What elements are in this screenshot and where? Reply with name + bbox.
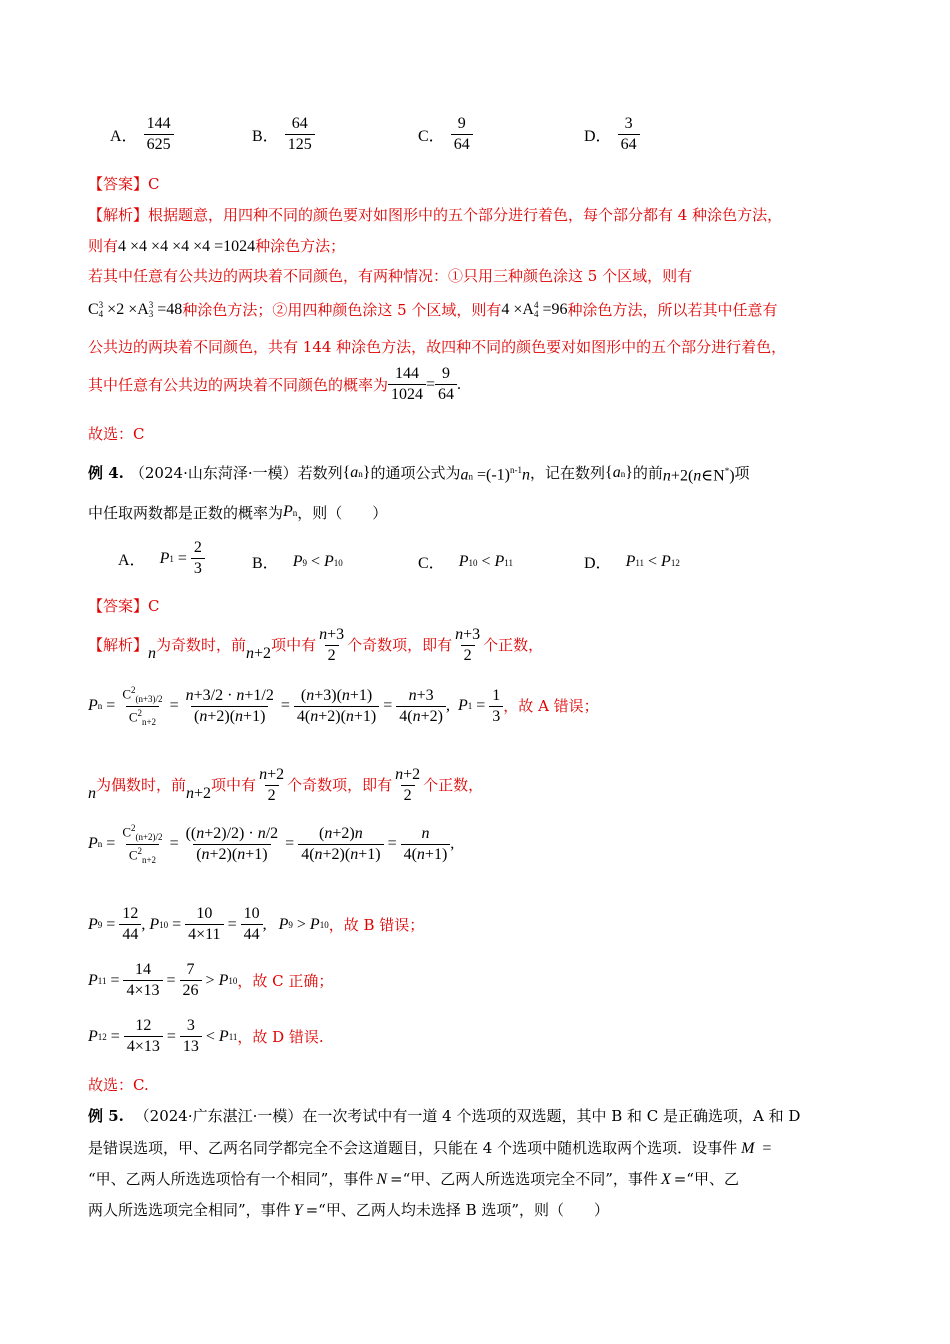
ex4-option-a: A． P 1 = $\frac{2}{3}$ <box>118 540 205 577</box>
ex5-line2: 是错误选项，甲、乙两名同学都完全不会这道题目，只能在 4 个选项中随机选取两个选项．设事件 M = <box>88 1139 772 1157</box>
q3-analysis-line3: 若其中任意有公共边的两块着不同颜色，有两种情况：①只用三种颜色涂这 5 个区域，则有 <box>88 267 693 285</box>
q3-answer: 【答案】C <box>88 175 160 193</box>
ex4-line1: 例 4. （2024·山东菏泽·一模）若数列 {an} 的通项公式为 an $=(-1)^{n-1}n$ ，记在数列 {an} 的前 n+2(n∈N*) 项 <box>88 460 750 486</box>
option-letter: A． <box>118 552 146 569</box>
option-letter: C． <box>418 128 445 145</box>
math-formula: P n = $\frac{C^2_{(n+2)/2}}{C^2_{n+2}}$ = $\frac{((n+2)/2) \cdot n/2}{(n+2)(n+1)}$ = $\frac{(n+2)n}{4(n+2)(n+1)}$ = $\frac{n}{4(n+1)}$ , <box>88 823 455 865</box>
option-letter: B． <box>252 555 279 572</box>
ex4-option-d: D． P11 < P12 <box>584 550 680 573</box>
analysis-tag: 【解析】 <box>88 206 149 224</box>
option-letter: A． <box>110 128 138 145</box>
ex5-line1: 例 5. （2024·广东湛江·一模）在一次考试中有一道 4 个选项的双选题，其中 B 和 C 是正确选项，A 和 D <box>88 1107 801 1125</box>
q3-option-d <box>584 116 640 153</box>
ex4-conclusion: 故选：C. <box>88 1076 149 1094</box>
option-letter: B． <box>252 128 279 145</box>
q3-analysis-line6: 其中任意有公共边的两块着不同颜色的概率为 $\frac{144}{1024}$ = $\frac{9}{64}$ . <box>88 365 462 403</box>
math-formula: P 11 = $\frac{14}{4\times 13}$ = $\frac{7}{26}$ > P 10 <box>88 961 238 999</box>
ex5-line4: 两人所选选项完全相同”，事件 Y =“甲、乙两人均未选择 B 选项”，则（ ） <box>88 1201 610 1219</box>
math-formula: P n = $\frac{C^2_{(n+3)/2}}{C^2_{n+2}}$ = $\frac{n+3/2 \cdot n+1/2}{(n+2)(n+1)}$ = $\frac{(n+3)(n+1)}{4(n+2)(n+1)}$ = $\frac{n+3}{4(n+2)}$ , P 1 = $\frac{1}{3}$ <box>88 686 503 727</box>
analysis-tag: 【解析】 <box>88 636 149 654</box>
ex4-solution-line1: 【解析】 n 为奇数时，前 n+2 项中有 $\frac{n+3}{2}$ 个奇数项，即有 $\frac{n+3}{2}$ 个正数， <box>88 625 544 664</box>
q3-option-b <box>252 116 315 153</box>
ex4-option-b: B． P9 < P10 <box>252 550 343 573</box>
math-sequence: {an} <box>342 463 371 481</box>
math-sequence: {an} <box>605 463 633 481</box>
q3-analysis-line2: 则有4 ×4 ×4 ×4 ×4 =1024种涂色方法； <box>88 237 346 255</box>
option-letter: D． <box>584 128 612 145</box>
math-symbol: Pn <box>283 503 298 520</box>
q3-option-c <box>418 116 473 153</box>
example-label: 例 5. <box>88 1107 124 1125</box>
option-fraction: $\frac{64}{125}$ <box>285 116 315 153</box>
math-formula: n+2(n∈N*) <box>662 465 735 484</box>
option-fraction: $\frac{9}{64}$ <box>451 116 473 153</box>
ex4-solution-line7: P 12 = $\frac{12}{4\times 13}$ = $\frac{3}{13}$ < P 11 ，故 D 错误. <box>88 1017 324 1055</box>
math-formula: an $=(-1)^{n-1}n$ <box>460 465 531 484</box>
q3-analysis-line5: 公共边的两块着不同颜色，共有 144 种涂色方法，故四种不同的颜色要对如图形中的五个部分进行着色， <box>88 338 787 356</box>
q3-option-a <box>110 116 174 153</box>
ex4-line2: 中任取两数都是正数的概率为 Pn ，则（ ） <box>88 503 388 522</box>
math-formula: P 12 = $\frac{12}{4\times 13}$ = $\frac{3}{13}$ < P 11 <box>88 1017 238 1055</box>
ex4-solution-line4 <box>88 824 454 865</box>
q3-conclusion: 故选：C <box>88 425 145 443</box>
q3-analysis-line4: C 3 4 ×2 ×A 3 3 =48 种涂色方法；②用四种颜色涂这 5 个区域，则有 4 ×A 4 4 =96 种涂色方法，所以若其中任意有 <box>88 300 778 320</box>
option-fraction: $\frac{144}{625}$ <box>144 116 174 153</box>
math-formula: P 9 = $\frac{12}{44}$ , P 10 = $\frac{10}{4\times 11}$ = $\frac{10}{44}$ , P 9 > P 10 <box>88 905 329 943</box>
math-expression: 4 ×4 ×4 ×4 ×4 =1024 <box>118 238 256 255</box>
ex4-solution-line6: P 11 = $\frac{14}{4\times 13}$ = $\frac{7}{26}$ > P 10 ，故 C 正确； <box>88 961 334 999</box>
ex4-solution-line5: P 9 = $\frac{12}{44}$ , P 10 = $\frac{10}{4\times 11}$ = $\frac{10}{44}$ , P 9 > P 10 ，故 B 错误； <box>88 905 425 943</box>
math-expression: 4 ×A 4 4 =96 <box>501 300 568 320</box>
ex4-answer: 【答案】C <box>88 597 160 615</box>
math-expression: C 3 4 ×2 ×A 3 3 =48 <box>88 300 183 320</box>
ex5-line3: “甲、乙两人所选选项恰有一个相同”，事件 N =“甲、乙两人所选选项完全不同”，事件 X =“甲、乙 <box>88 1170 739 1188</box>
option-letter: D． <box>584 555 612 572</box>
example-label: 例 4. <box>88 464 124 483</box>
ex4-option-c: C． P10 < P11 <box>418 550 513 573</box>
option-letter: C． <box>418 555 445 572</box>
ex4-solution-line3: n 为偶数时，前 n+2 项中有 $\frac{n+2}{2}$ 个奇数项，即有 $\frac{n+2}{2}$ 个正数， <box>88 765 484 804</box>
option-fraction: $\frac{3}{64}$ <box>618 116 640 153</box>
ex4-solution-line2: P n = $\frac{C^2_{(n+3)/2}}{C^2_{n+2}}$ = $\frac{n+3/2 \cdot n+1/2}{(n+2)(n+1)}$ = $\frac{(n+3)(n+1)}{4(n+2)(n+1)}$ = $\frac{n+3}{4(n+2)}$ , P 1 = $\frac{1}{3}$ ，故 A 错误； <box>88 685 599 727</box>
math-expression: $\frac{144}{1024}$ = $\frac{9}{64}$ . <box>388 366 461 403</box>
q3-analysis-line1: 【解析】根据题意，用四种不同的颜色要对如图形中的五个部分进行着色，每个部分都有 4 种涂色方法， <box>88 206 783 224</box>
